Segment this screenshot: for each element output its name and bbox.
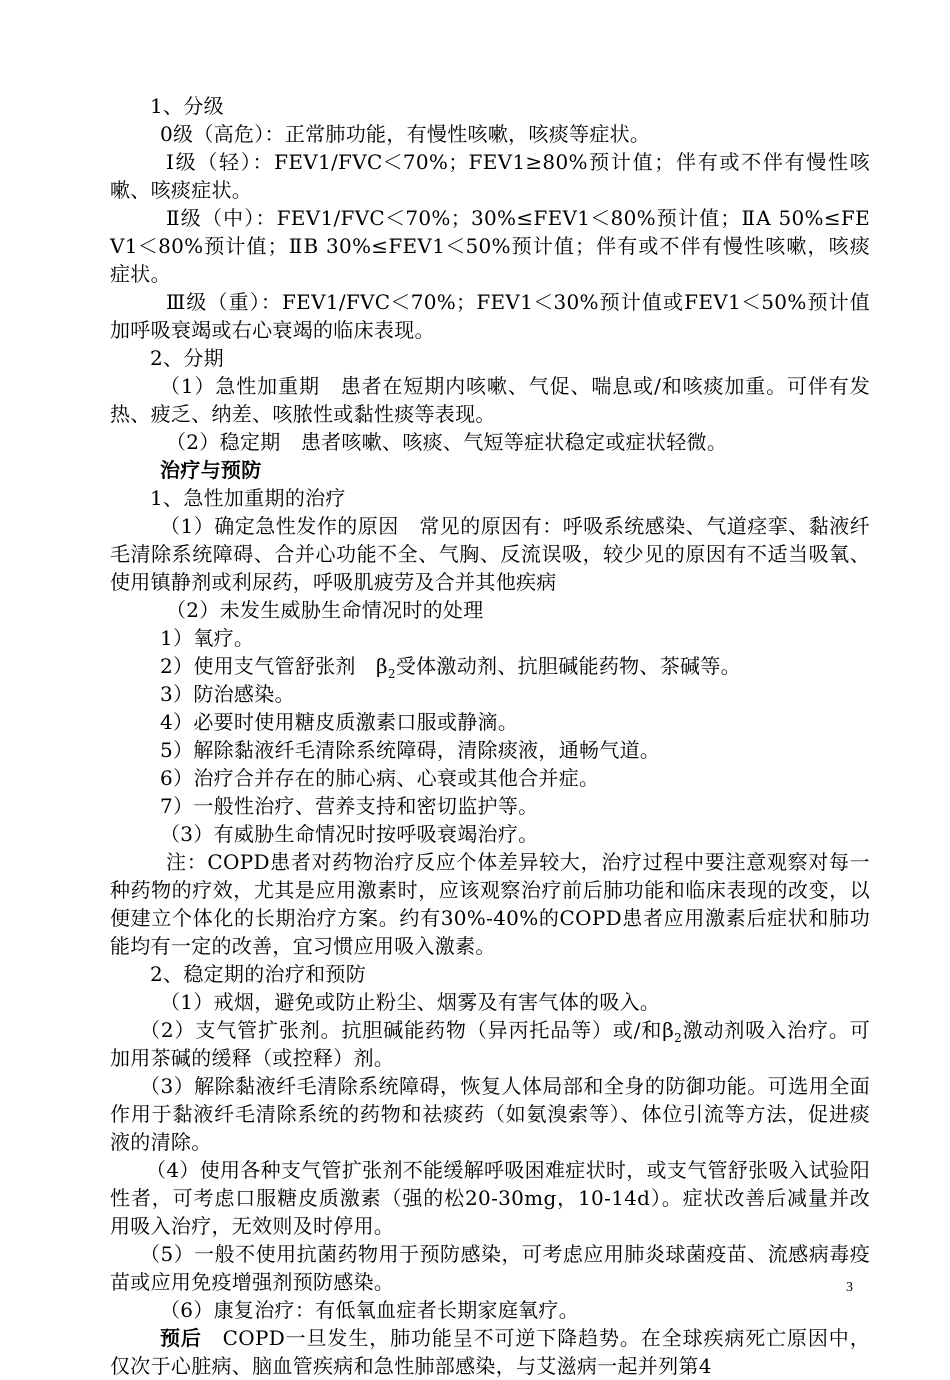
stable-2-text-a: （2）支气管扩张剂。抗胆碱能药物（异丙托品等）或/和β: [140, 1018, 675, 1042]
document-body: [110, 92, 870, 1380]
paragraph-stable-phase: （2）稳定期 患者咳嗽、咳痰、气短等症状稳定或症状轻微。: [166, 430, 728, 454]
paragraph-grade-2: Ⅱ级（中）：FEV1/FVC＜70%；30%≤FEV1＜80%预计值；ⅡA 50%≤FEV1＜80%预计值；ⅡB 30%≤FEV1＜50%预计值；伴有或不伴有慢性咳嗽，咳痰症状。: [110, 206, 870, 286]
paragraph-stable-3: （3）解除黏液纤毛清除系统障碍，恢复人体局部和全身的防御功能。可选用全面作用于黏液纤毛清除系统的药物和祛痰药（如氨溴索等）、体位引流等方法，促进痰液的清除。: [110, 1074, 870, 1154]
paragraph-stable-5: （5）一般不使用抗菌药物用于预防感染，可考虑应用肺炎球菌疫苗、流感病毒疫苗或应用免疫增强剂预防感染。: [110, 1242, 870, 1294]
list-item-comorbidity: 6）治疗合并存在的肺心病、心衰或其他合并症。: [160, 766, 600, 790]
heading-stable-treatment: 2、稳定期的治疗和预防: [150, 962, 367, 986]
paragraph-stable-6: （6）康复治疗：有低氧血症者长期家庭氧疗。: [160, 1298, 580, 1322]
paragraph-note: 注：COPD患者对药物治疗反应个体差异较大，治疗过程中要注意观察对每一种药物的疗效，尤其是应用激素时，应该观察治疗前后肺功能和临床表现的改变，以便建立个体化的长期治疗方案。约有30%-40%的COPD患者应用激素后症状和肺功能均有一定的改善，宜习惯应用吸入激素。: [110, 850, 870, 958]
paragraph-grade-0: 0级（高危）：正常肺功能，有慢性咳嗽，咳痰等症状。: [160, 122, 651, 146]
section-title-treatment: 治疗与预防: [160, 458, 262, 482]
heading-acute-treatment: 1、急性加重期的治疗: [150, 486, 346, 510]
paragraph-life-threatening: （3）有威胁生命情况时按呼吸衰竭治疗。: [160, 822, 539, 846]
prognosis-title: 预后: [160, 1326, 202, 1350]
prognosis-text: COPD一旦发生，肺功能呈不可逆下降趋势。在全球疾病死亡原因中，仅次于心脏病、脑血管疾病和急性肺部感染，与艾滋病一起并列第4: [110, 1326, 870, 1378]
bronchodilator-text-a: 2）使用支气管舒张剂 β: [160, 654, 388, 678]
bronchodilator-text-b: 受体激动剂、抗胆碱能药物、茶碱等。: [395, 654, 741, 678]
list-item-supportive: 7）一般性治疗、营养支持和密切监护等。: [160, 794, 539, 818]
list-item-oxygen: 1）氧疗。: [160, 626, 255, 650]
list-item-steroids: 4）必要时使用糖皮质激素口服或静滴。: [160, 710, 519, 734]
paragraph-grade-1: Ⅰ级（轻）：FEV1/FVC＜70%；FEV1≥80%预计值；伴有或不伴有慢性咳嗽、咳痰症状。: [110, 150, 870, 202]
paragraph-non-life-threatening: （2）未发生威胁生命情况时的处理: [166, 598, 484, 622]
paragraph-grade-3: Ⅲ级（重）：FEV1/FVC＜70%；FEV1＜30%预计值或FEV1＜50%预计值加呼吸衰竭或右心衰竭的临床表现。: [110, 290, 870, 342]
paragraph-stable-2: [110, 1016, 870, 1072]
paragraph-prognosis: [110, 1324, 870, 1380]
paragraph-acute-phase: （1）急性加重期 患者在短期内咳嗽、气促、喘息或/和咳痰加重。可伴有发热、疲乏、纳差、咳脓性或黏性痰等表现。: [110, 374, 870, 426]
paragraph-stable-1: （1）戒烟，避免或防止粉尘、烟雾及有害气体的吸入。: [160, 990, 661, 1014]
list-item-infection: 3）防治感染。: [160, 682, 295, 706]
page-number: 3: [846, 1280, 853, 1295]
heading-staging: 2、分期: [150, 346, 224, 370]
paragraph-acute-causes: （1）确定急性发作的原因 常见的原因有：呼吸系统感染、气道痉挛、黏液纤毛清除系统障碍、合并心功能不全、气胸、反流误吸，较少见的原因有不适当吸氧、使用镇静剂或利尿药，呼吸肌疲劳及合并其他疾病: [110, 514, 870, 594]
list-item-bronchodilator: [110, 652, 870, 680]
subscript-2: 2: [387, 667, 396, 681]
heading-grading: 1、分级: [150, 94, 224, 118]
list-item-mucus: 5）解除黏液纤毛清除系统障碍，清除痰液，通畅气道。: [160, 738, 661, 762]
stable-2-text-b: 激动剂吸入治疗。可加用茶碱的缓释（或控释）剂。: [110, 1018, 870, 1070]
paragraph-stable-4: （4）使用各种支气管扩张剂不能缓解呼吸困难症状时，或支气管舒张吸入试验阳性者，可考虑口服糖皮质激素（强的松20-30mg，10-14d）。症状改善后减量并改用吸入治疗，无效则及时停用。: [110, 1158, 870, 1238]
subscript-2-b: 2: [674, 1031, 683, 1045]
